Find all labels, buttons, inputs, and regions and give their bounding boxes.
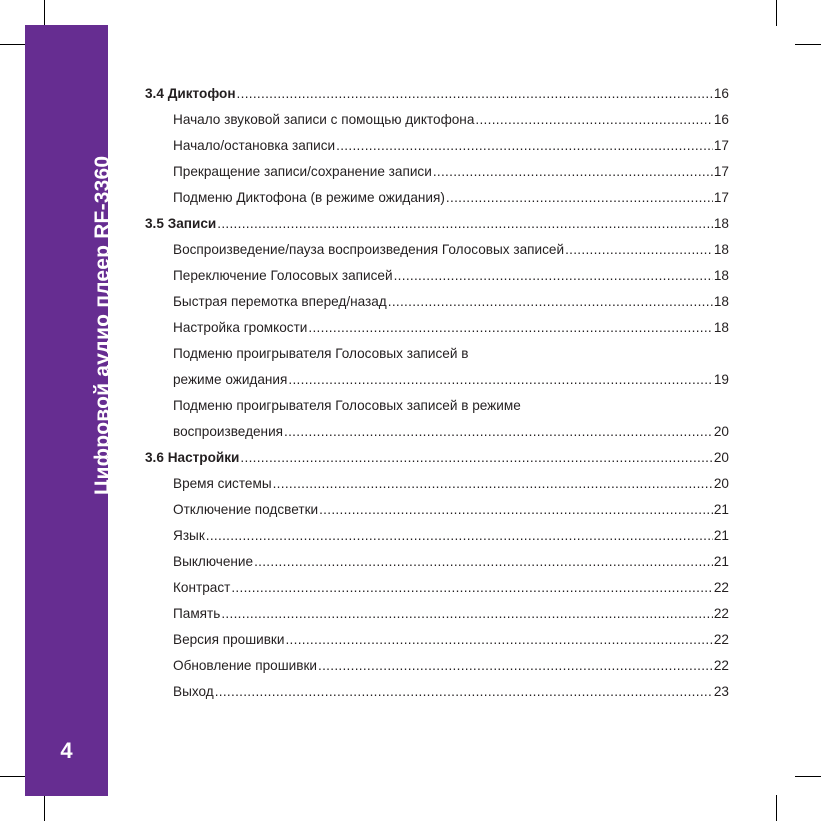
toc-label <box>173 552 253 572</box>
toc-label <box>145 214 216 234</box>
toc-title: Контраст <box>173 580 231 595</box>
toc-page-number: 20 <box>713 476 729 491</box>
toc-title: Версия прошивки <box>173 632 285 647</box>
toc-page-number: 22 <box>713 632 729 647</box>
toc-title: Начало/остановка записи <box>173 138 336 153</box>
toc-label <box>173 396 521 416</box>
toc-page-number: 22 <box>713 658 729 673</box>
toc-entry-row[interactable] <box>145 552 729 578</box>
toc-page-number: 16 <box>713 112 729 127</box>
toc-page-number: 19 <box>713 372 729 387</box>
toc-leader-dots <box>565 240 713 260</box>
toc-leader-dots <box>285 630 712 650</box>
toc-title: Подменю проигрывателя Голосовых записей в <box>173 346 469 361</box>
toc-entry-row[interactable] <box>145 266 729 292</box>
toc-leader-dots <box>237 84 713 104</box>
toc-leader-dots <box>319 500 713 520</box>
toc-leader-dots <box>318 656 713 676</box>
toc-page-number: 17 <box>713 138 729 153</box>
toc-label <box>173 344 468 364</box>
crop-mark <box>776 0 777 26</box>
toc-page-number: 18 <box>713 294 729 309</box>
toc-leader-dots <box>284 422 713 442</box>
toc-page-number: 21 <box>713 502 729 517</box>
toc-title: режиме ожидания <box>173 372 288 387</box>
toc-entry-row[interactable] <box>145 318 729 344</box>
crop-mark <box>795 44 821 45</box>
toc-entry-row[interactable] <box>145 474 729 500</box>
toc-leader-dots <box>288 370 712 390</box>
toc-title: Прекращение записи/сохранение записи <box>173 164 432 179</box>
toc-entry-row[interactable] <box>145 188 729 214</box>
toc-entry-row[interactable] <box>145 370 729 396</box>
toc-title: Подменю Диктофона (в режиме ожидания) <box>173 190 445 205</box>
toc-label <box>173 292 387 312</box>
toc-leader-dots <box>308 318 712 338</box>
toc-leader-dots <box>217 214 713 234</box>
toc-leader-dots <box>273 474 713 494</box>
toc-entry-row[interactable] <box>145 162 729 188</box>
toc-page-number: 21 <box>713 554 729 569</box>
toc-entry-row[interactable] <box>145 240 729 266</box>
toc-label <box>173 136 335 156</box>
toc-section-row[interactable] <box>145 448 729 474</box>
toc-title: Выключение <box>173 554 254 569</box>
toc-section-number: 3.4 <box>145 86 168 101</box>
toc-entry-row[interactable] <box>145 578 729 604</box>
toc-label <box>173 682 214 702</box>
toc-page-number: 18 <box>713 268 729 283</box>
toc-label <box>173 578 230 598</box>
toc-leader-dots <box>475 110 712 130</box>
toc-label <box>173 630 284 650</box>
toc-entry-row[interactable] <box>145 630 729 656</box>
toc-page-number: 21 <box>713 528 729 543</box>
toc-page-number: 22 <box>713 606 729 621</box>
toc-section-number: 3.5 <box>145 216 168 231</box>
toc-leader-dots <box>336 136 713 156</box>
toc-page-number: 20 <box>713 424 729 439</box>
crop-mark <box>0 44 26 45</box>
toc-leader-dots <box>240 448 712 468</box>
toc-label <box>173 266 393 286</box>
sidebar <box>25 25 114 796</box>
toc-entry-row[interactable] <box>145 604 729 630</box>
toc-entry-row[interactable] <box>145 136 729 162</box>
toc-leader-dots <box>206 526 713 546</box>
toc-entry-row[interactable] <box>145 656 729 682</box>
toc-label <box>173 162 432 182</box>
toc-entry-row[interactable] <box>145 292 729 318</box>
toc-entry-row[interactable] <box>145 110 729 136</box>
toc-label <box>173 500 318 520</box>
toc-title: Подменю проигрывателя Голосовых записей в режиме <box>173 398 521 413</box>
toc-entry-row[interactable] <box>145 422 729 448</box>
toc-page-number: 17 <box>713 190 729 205</box>
toc-page-number: 22 <box>713 580 729 595</box>
table-of-contents <box>145 84 729 708</box>
toc-title: Язык <box>173 528 205 543</box>
toc-leader-dots <box>388 292 713 312</box>
toc-title: Выход <box>173 684 214 699</box>
crop-mark <box>776 795 777 821</box>
toc-section-row[interactable] <box>145 214 729 240</box>
toc-page-number: 18 <box>713 242 729 257</box>
toc-title: Отключение подсветки <box>173 502 319 517</box>
toc-title: Начало звуковой записи с помощью диктофона <box>173 112 475 127</box>
toc-leader-dots <box>215 682 713 702</box>
toc-title: Время системы <box>173 476 272 491</box>
toc-page-number: 16 <box>713 86 729 101</box>
toc-entry-row[interactable] <box>145 526 729 552</box>
toc-entry-row[interactable] <box>145 396 729 422</box>
toc-leader-dots <box>446 188 713 208</box>
page-number: 4 <box>60 738 73 763</box>
crop-mark <box>44 0 45 26</box>
toc-leader-dots <box>221 604 713 624</box>
toc-label <box>173 240 564 260</box>
toc-title: Диктофон <box>167 86 236 101</box>
toc-page-number: 23 <box>713 684 729 699</box>
toc-page-number: 17 <box>713 164 729 179</box>
toc-title: Память <box>173 606 221 621</box>
toc-title: Записи <box>167 216 217 231</box>
toc-leader-dots <box>394 266 713 286</box>
toc-title: Обновление прошивки <box>173 658 318 673</box>
toc-title: воспроизведения <box>173 424 284 439</box>
toc-section-number: 3.6 <box>145 450 168 465</box>
toc-label <box>173 474 272 494</box>
toc-title: Настройка громкости <box>173 320 308 335</box>
toc-leader-dots <box>254 552 713 572</box>
crop-mark <box>44 795 45 821</box>
toc-page-number: 18 <box>713 320 729 335</box>
toc-section-row[interactable] <box>145 84 729 110</box>
toc-label <box>173 110 474 130</box>
sidebar-title: Цифровой аудио плеер RF-3360 <box>91 155 114 495</box>
toc-label <box>173 604 220 624</box>
toc-page-number: 20 <box>713 450 729 465</box>
toc-label <box>173 188 445 208</box>
toc-leader-dots <box>433 162 713 182</box>
crop-mark <box>795 776 821 777</box>
toc-entry-row[interactable] <box>145 682 729 708</box>
toc-label <box>145 448 239 468</box>
toc-title: Настройки <box>167 450 240 465</box>
crop-mark <box>0 776 26 777</box>
toc-title: Переключение Голосовых записей <box>173 268 393 283</box>
toc-title: Быстрая перемотка вперед/назад <box>173 294 387 309</box>
toc-label <box>173 318 307 338</box>
toc-label <box>145 84 236 104</box>
toc-label <box>173 422 283 442</box>
toc-label <box>173 526 205 546</box>
toc-label <box>173 370 287 390</box>
toc-label <box>173 656 317 676</box>
toc-page-number: 18 <box>713 216 729 231</box>
toc-entry-row[interactable] <box>145 344 729 370</box>
toc-leader-dots <box>231 578 713 598</box>
toc-entry-row[interactable] <box>145 500 729 526</box>
toc-title: Воспроизведение/пауза воспроизведения Голосовых записей <box>173 242 565 257</box>
